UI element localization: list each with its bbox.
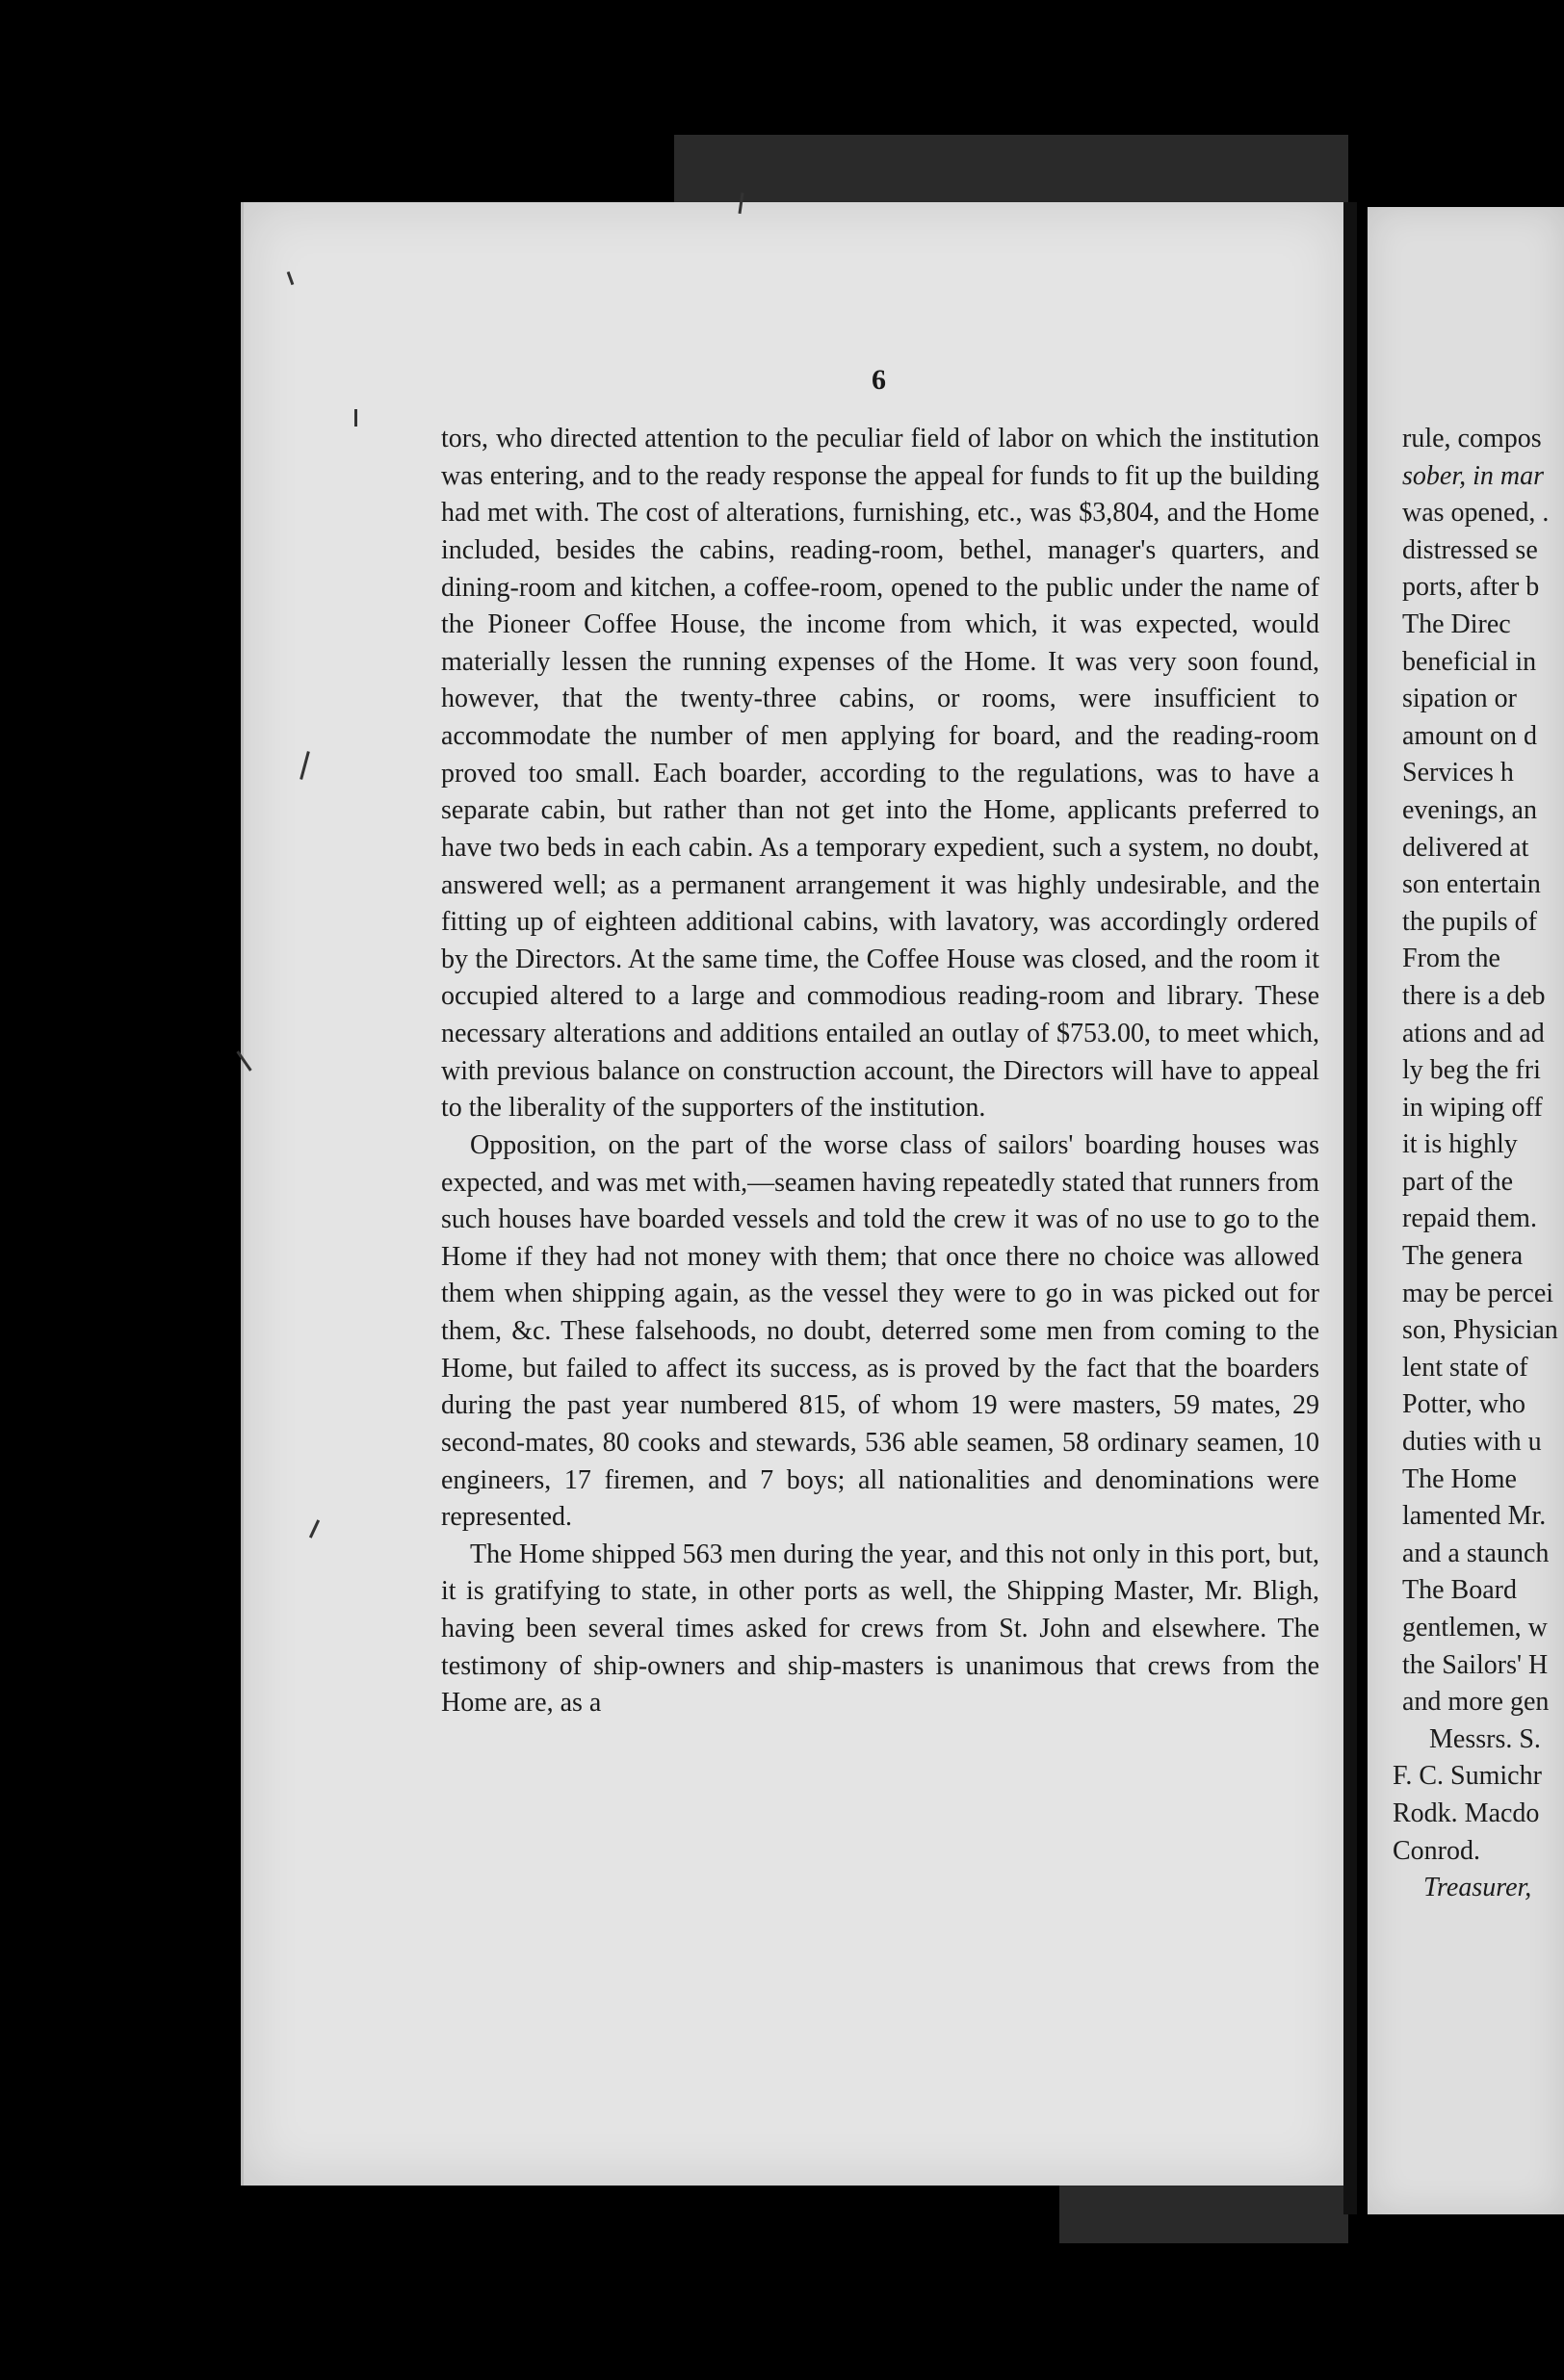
adjacent-line: there is a deb: [1402, 980, 1546, 1011]
adjacent-line: beneficial in: [1402, 646, 1537, 677]
adjacent-line: The Home: [1402, 1463, 1517, 1494]
adjacent-line: in wiping off: [1402, 1092, 1543, 1123]
main-text-column: [441, 421, 1319, 1722]
adjacent-line: gentlemen, w: [1402, 1613, 1548, 1643]
adjacent-line: and a staunch: [1402, 1538, 1550, 1568]
adjacent-line: Conrod.: [1393, 1835, 1480, 1866]
adjacent-line: the Sailors' H: [1402, 1649, 1549, 1680]
adjacent-line: part of the: [1402, 1166, 1514, 1197]
adjacent-line: The genera: [1402, 1241, 1524, 1272]
adjacent-line: From the: [1402, 944, 1500, 974]
adjacent-line: Services h: [1402, 758, 1514, 789]
page-gutter: [1343, 202, 1357, 2214]
adjacent-line: ly beg the fri: [1402, 1055, 1541, 1086]
adjacent-line: The Board: [1402, 1575, 1517, 1606]
adjacent-line: was opened, .: [1402, 498, 1550, 529]
adjacent-line: The Direc: [1402, 608, 1511, 639]
paragraph-2: Opposition, on the part of the worse class of sailors' boarding houses was expected, and was met with,—seamen having repeatedly stated that runners from such houses have boarded vessels and told the crew it was of no use to go to the Home if they had not money with them; that once there no choice was allowed them when shipping again, as the vessel they were to go in was picked out for them, &c. These falsehoods, no doubt, deterred some men from coming to the Home, but failed to affect its success, as is proved by the fact that the boarders during the past year numbered 815, of whom 19 were masters, 59 mates, 29 second-mates, 80 cooks and stewards, 536 able seamen, 58 ordinary seamen, 10 engineers, 17 firemen, and 7 boys; all nationalities and denominations were represented.: [441, 1129, 1319, 1533]
adjacent-line: F. C. Sumichr: [1393, 1761, 1542, 1792]
scanner-background-top: [674, 135, 1348, 202]
adjacent-line: Treasurer,: [1423, 1873, 1532, 1903]
adjacent-line: son entertain: [1402, 869, 1541, 900]
adjacent-line: lamented Mr.: [1402, 1501, 1547, 1532]
adjacent-line: repaid them.: [1402, 1203, 1537, 1234]
adjacent-line: ations and ad: [1402, 1018, 1545, 1048]
adjacent-line: son, Physician: [1402, 1315, 1558, 1346]
adjacent-line: the pupils of: [1402, 906, 1537, 937]
page-number: 6: [872, 364, 886, 396]
margin-mark: [354, 409, 357, 427]
adjacent-line: distressed se: [1402, 534, 1538, 565]
paragraph-3: The Home shipped 563 men during the year, and this not only in this port, but, it is gratifying to state, in other ports as well, the Shipping Master, Mr. Bligh, having been several times asked for crews from St. John and elsewhere. The testimony of ship-owners and ship-masters is unanimous that crews from the Home are, as a: [441, 1539, 1319, 1719]
adjacent-line: Messrs. S.: [1429, 1723, 1541, 1754]
adjacent-line: it is highly: [1402, 1129, 1518, 1160]
adjacent-line: sipation or: [1402, 684, 1517, 714]
adjacent-line: evenings, an: [1402, 794, 1537, 825]
scanner-background-bottom: [1059, 2186, 1348, 2243]
adjacent-line: delivered at: [1402, 832, 1529, 863]
adjacent-line: ports, after b: [1402, 572, 1540, 603]
adjacent-line: Rodk. Macdo: [1393, 1798, 1540, 1828]
adjacent-line: rule, compos: [1402, 424, 1542, 453]
adjacent-line: sober, in mar: [1402, 460, 1545, 491]
paragraph-1: tors, who directed attention to the peculiar field of labor on which the institution was entering, and to the ready response the appeal for funds to fit up the building had met with. The cost of alterations, furnishing, etc., was $3,804, and the Home included, besides the cabins, reading-room, bethel, manager's quarters, and dining-room and kitchen, a coffee-room, opened to the public under the name of the Pioneer Coffee House, the income from which, it was expected, would materially lessen the running expenses of the Home. It was very soon found, however, that the twenty-three cabins, or rooms, were insufficient to accommodate the number of men applying for board, and the reading-room proved too small. Each boarder, according to the regulations, was to have a separate cabin, but rather than not get into the Home, applicants preferred to have two beds in each cabin. As a temporary expedient, such a system, no doubt, answered well; as a permanent arrangement it was highly undesirable, and the fitting up of eighteen additional cabins, with lavatory, was accordingly ordered by the Directors. At the same time, the Coffee House was closed, and the room it occupied altered to a large and commodious reading-room and library. These necessary alterations and additions entailed an outlay of $753.00, to meet which, with previous balance on construction account, the Directors will have to appeal to the liberality of the supporters of the institution.: [441, 424, 1319, 1124]
adjacent-line: may be percei: [1402, 1278, 1554, 1308]
adjacent-page-text: [1393, 421, 1564, 1907]
adjacent-line: and more gen: [1402, 1687, 1550, 1718]
adjacent-line: amount on d: [1402, 720, 1537, 751]
adjacent-line: lent state of: [1402, 1352, 1528, 1383]
adjacent-line: Potter, who: [1402, 1389, 1525, 1420]
adjacent-line: duties with u: [1402, 1427, 1542, 1458]
